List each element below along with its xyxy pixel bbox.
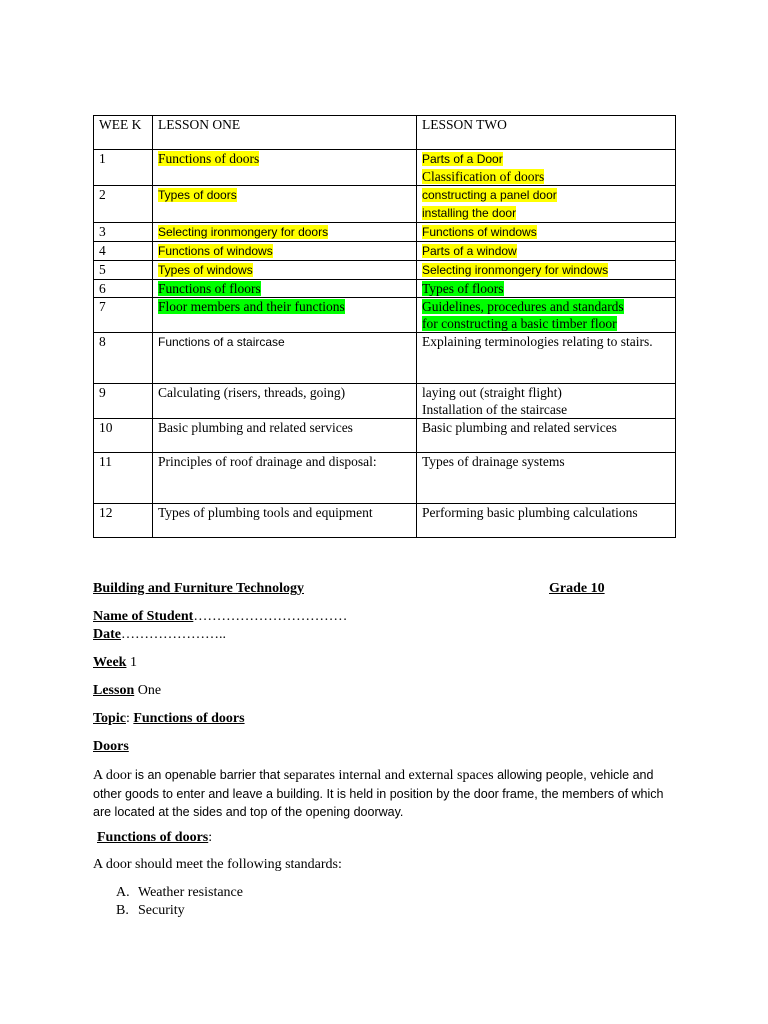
name-label: Name of Student: [93, 609, 194, 624]
subject-header: [93, 581, 613, 597]
week-cell: 5: [94, 261, 153, 280]
list-item: [116, 903, 185, 919]
week-line: [93, 655, 137, 671]
table-row: [94, 453, 676, 504]
date-line: [93, 627, 226, 643]
list-text: Security: [138, 903, 185, 918]
lesson-two-cell: [417, 223, 676, 242]
week-cell: 11: [94, 453, 153, 504]
list-text: Weather resistance: [138, 885, 243, 900]
table-row: [94, 419, 676, 453]
topic-separator: :: [125, 711, 134, 726]
door-definition-paragraph: [93, 766, 683, 821]
lesson-one-text: Functions of doors: [158, 151, 260, 166]
table-row: [94, 504, 676, 538]
lesson-two-cell: Explaining terminologies relating to stairs.: [417, 333, 676, 384]
lesson-two-cell: [417, 384, 676, 419]
date-label: Date: [93, 627, 121, 642]
functions-heading: Functions of doors: [97, 830, 209, 845]
table-row: [94, 280, 676, 298]
topic-value: Functions of doors: [133, 711, 245, 726]
table-row: [94, 384, 676, 419]
table-row: [94, 150, 676, 186]
lesson-one-cell: [153, 150, 417, 186]
lesson-two-text: constructing a panel door: [422, 188, 557, 202]
header-lesson-two: LESSON TWO: [417, 116, 676, 150]
table-row: [94, 186, 676, 223]
week-cell: 12: [94, 504, 153, 538]
table-row: [94, 333, 676, 384]
lesson-one-cell: [153, 333, 417, 384]
lesson-one-cell: Calculating (risers, threads, going): [153, 384, 417, 419]
lesson-one-cell: Basic plumbing and related services: [153, 419, 417, 453]
para-part-a: A door: [93, 768, 132, 783]
table-row: [94, 261, 676, 280]
lesson-one-text: Functions of windows: [158, 244, 273, 258]
doors-heading-line: [93, 739, 129, 755]
para-part-b: is an openable barrier that: [131, 768, 284, 782]
lesson-one-text: Functions of a staircase: [158, 335, 285, 349]
lesson-two-cell: [417, 261, 676, 280]
week-cell: 10: [94, 419, 153, 453]
lesson-schedule-table: [93, 115, 676, 538]
lesson-two-text-2: for constructing a basic timber floor: [422, 316, 617, 331]
list-item: [116, 885, 243, 901]
standards-intro: A door should meet the following standards:: [93, 857, 342, 872]
table-row: [94, 298, 676, 333]
table-header-row: [94, 116, 676, 150]
lesson-two-text: Guidelines, procedures and standards: [422, 299, 624, 314]
table-row: [94, 242, 676, 261]
lesson-one-cell: [153, 186, 417, 223]
week-cell: 2: [94, 186, 153, 223]
lesson-two-cell: Basic plumbing and related services: [417, 419, 676, 453]
week-cell: 3: [94, 223, 153, 242]
week-cell: 7: [94, 298, 153, 333]
lesson-one-cell: Types of plumbing tools and equipment: [153, 504, 417, 538]
lesson-two-cell: [417, 280, 676, 298]
lesson-two-text-2: Classification of doors: [422, 169, 545, 184]
functions-colon: :: [208, 830, 213, 845]
subject-title: Building and Furniture Technology: [93, 581, 304, 596]
week-cell: 9: [94, 384, 153, 419]
table-row: [94, 223, 676, 242]
lesson-one-cell: [153, 280, 417, 298]
week-cell: 4: [94, 242, 153, 261]
lesson-two-cell: [417, 242, 676, 261]
lesson-two-cell: [417, 186, 676, 223]
list-marker: B.: [116, 903, 129, 918]
lesson-one-cell: [153, 223, 417, 242]
lesson-two-text: Functions of windows: [422, 225, 537, 239]
name-dots: ……………………………: [193, 609, 348, 624]
para-part-c: separates internal and external spaces: [283, 768, 494, 783]
lesson-one-cell: Principles of roof drainage and disposal:: [153, 453, 417, 504]
lesson-two-text: Selecting ironmongery for windows: [422, 263, 609, 277]
topic-line: [93, 711, 245, 727]
lesson-one-text: Selecting ironmongery for doors: [158, 225, 329, 239]
week-cell: 8: [94, 333, 153, 384]
para-part-d: allowing people, vehicle and other goods to enter and leave a building. It is held in position by the door frame, the members of which are located at the sides and top of the opening doorway.: [93, 768, 664, 819]
week-cell: 6: [94, 280, 153, 298]
lesson-label: Lesson: [93, 683, 135, 698]
lesson-two-text: Parts of a Door: [422, 152, 503, 166]
lesson-two-cell: [417, 150, 676, 186]
lesson-two-text: Types of floors: [422, 281, 504, 296]
topic-label: Topic: [93, 711, 126, 726]
lesson-one-text: Floor members and their functions: [158, 299, 345, 314]
lesson-line: [93, 683, 161, 699]
lesson-two-cell: Performing basic plumbing calculations: [417, 504, 676, 538]
lesson-one-cell: [153, 298, 417, 333]
student-name-line: [93, 609, 347, 625]
lesson-one-text: Types of windows: [158, 263, 253, 277]
list-marker: A.: [116, 885, 130, 900]
week-value: 1: [126, 655, 137, 670]
lesson-one-cell: [153, 261, 417, 280]
doors-heading: Doors: [93, 739, 129, 754]
lesson-two-text-2: Installation of the staircase: [422, 402, 568, 417]
date-dots: …………………..: [121, 627, 226, 642]
functions-heading-line: [97, 830, 212, 846]
lesson-two-cell: Types of drainage systems: [417, 453, 676, 504]
lesson-one-cell: [153, 242, 417, 261]
grade-label: Grade 10: [549, 581, 605, 596]
header-lesson-one: LESSON ONE: [153, 116, 417, 150]
lesson-one-text: Types of doors: [158, 188, 237, 202]
header-week: WEE K: [94, 116, 153, 150]
lesson-two-text: Parts of a window: [422, 244, 517, 258]
lesson-one-text: Functions of floors: [158, 281, 261, 296]
week-cell: 1: [94, 150, 153, 186]
week-label: Week: [93, 655, 127, 670]
lesson-two-text-2: installing the door: [422, 206, 517, 220]
lesson-two-cell: [417, 298, 676, 333]
lesson-two-text: laying out (straight flight): [422, 385, 562, 400]
lesson-value: One: [134, 683, 162, 698]
